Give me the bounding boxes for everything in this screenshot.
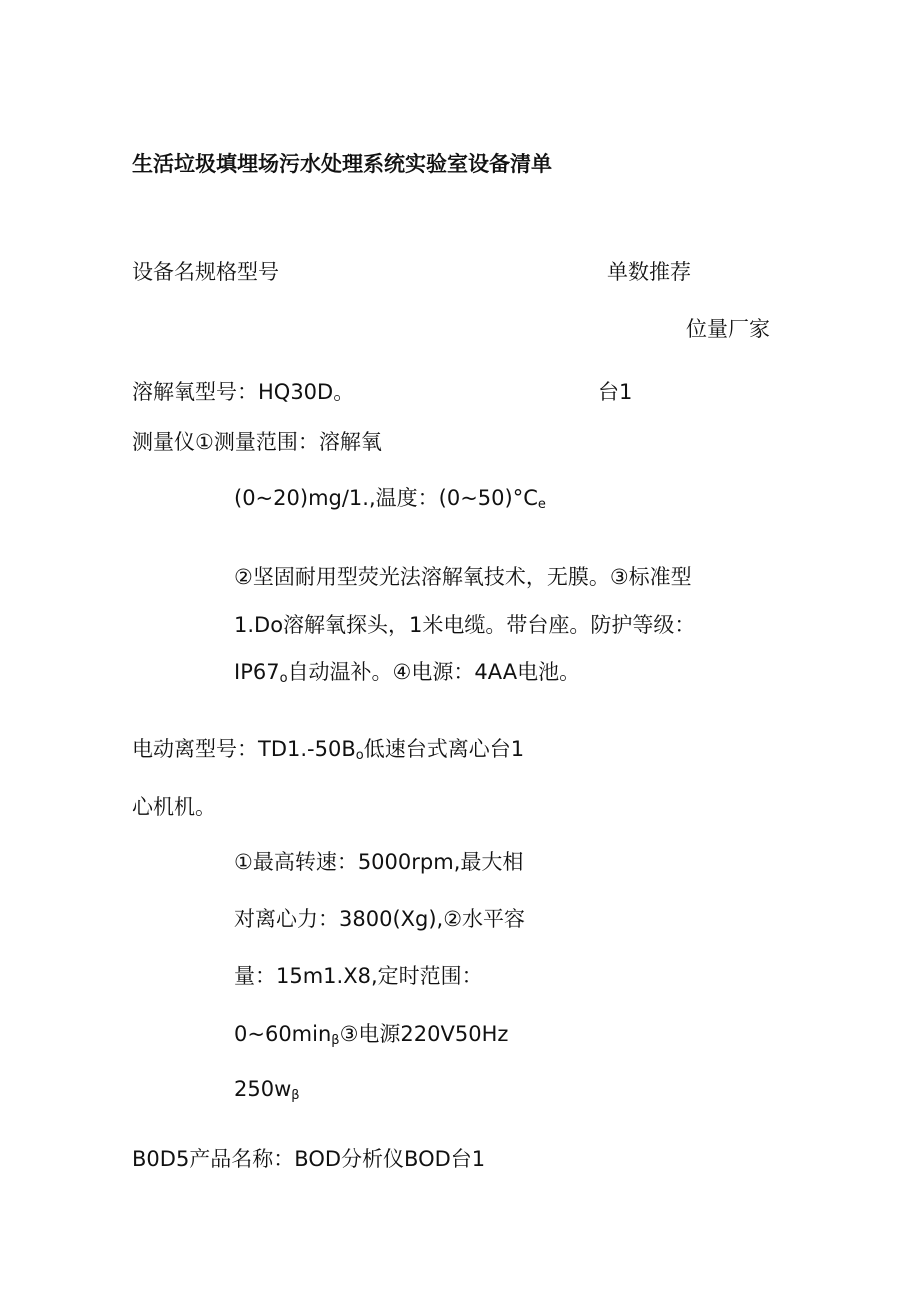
spec-line: [234, 484, 546, 519]
spec-subscript: β: [291, 1088, 300, 1103]
item-quantity: 台1: [598, 380, 633, 404]
item-name: [132, 735, 524, 770]
spec-text: IP67: [234, 660, 280, 684]
spec-line: ②坚固耐用型荧光法溶解氧技术，无膜。③标准型: [234, 565, 692, 589]
item-name: B0D5产品名称：BOD分析仪BOD台1: [132, 1147, 486, 1171]
spec-subscript: e: [537, 497, 546, 512]
header-location-vendor: 位量厂家: [686, 317, 770, 341]
item-name-text: 电动离型号：TD1.-50B: [132, 737, 356, 761]
spec-text: (0~20)mg∕1.,温度：(0~50)°C: [234, 486, 538, 510]
spec-text: 0~60min: [234, 1022, 332, 1046]
header-equipment-name-spec: 设备名规格型号: [132, 260, 279, 284]
spec-line: 1.Do溶解氧探头，1米电缆。带台座。防护等级：: [234, 613, 696, 637]
spec-subscript: o: [279, 671, 288, 686]
page-title: 生活垃圾填埋场污水处理系统实验室设备清单: [132, 152, 552, 176]
item-name: 溶解氧型号：HQ30D。: [132, 380, 355, 404]
header-unit-quantity-recommend: 单数推荐: [607, 260, 691, 284]
spec-line: 对离心力：3800(Xg),②水平容: [234, 907, 526, 931]
spec-line: [234, 1075, 300, 1110]
item-name-subscript: o: [355, 748, 364, 763]
spec-line: 量：15m1.X8,定时范围：: [234, 964, 483, 988]
item-name-text: 低速台式离心台1: [363, 737, 525, 761]
item-name-continued: 心机机。: [132, 795, 216, 819]
item-name-continued: 测量仪①测量范围：溶解氧: [132, 430, 382, 454]
spec-text: 自动温补。④电源：4AA电池。: [287, 660, 581, 684]
spec-line: ①最高转速：5000rpm,最大相: [234, 850, 524, 874]
spec-text: ③电源220V50Hz: [339, 1022, 509, 1046]
spec-line: [234, 1020, 508, 1055]
spec-line: [234, 658, 580, 693]
spec-text: 250w: [234, 1077, 292, 1101]
spec-subscript: β: [331, 1033, 340, 1048]
